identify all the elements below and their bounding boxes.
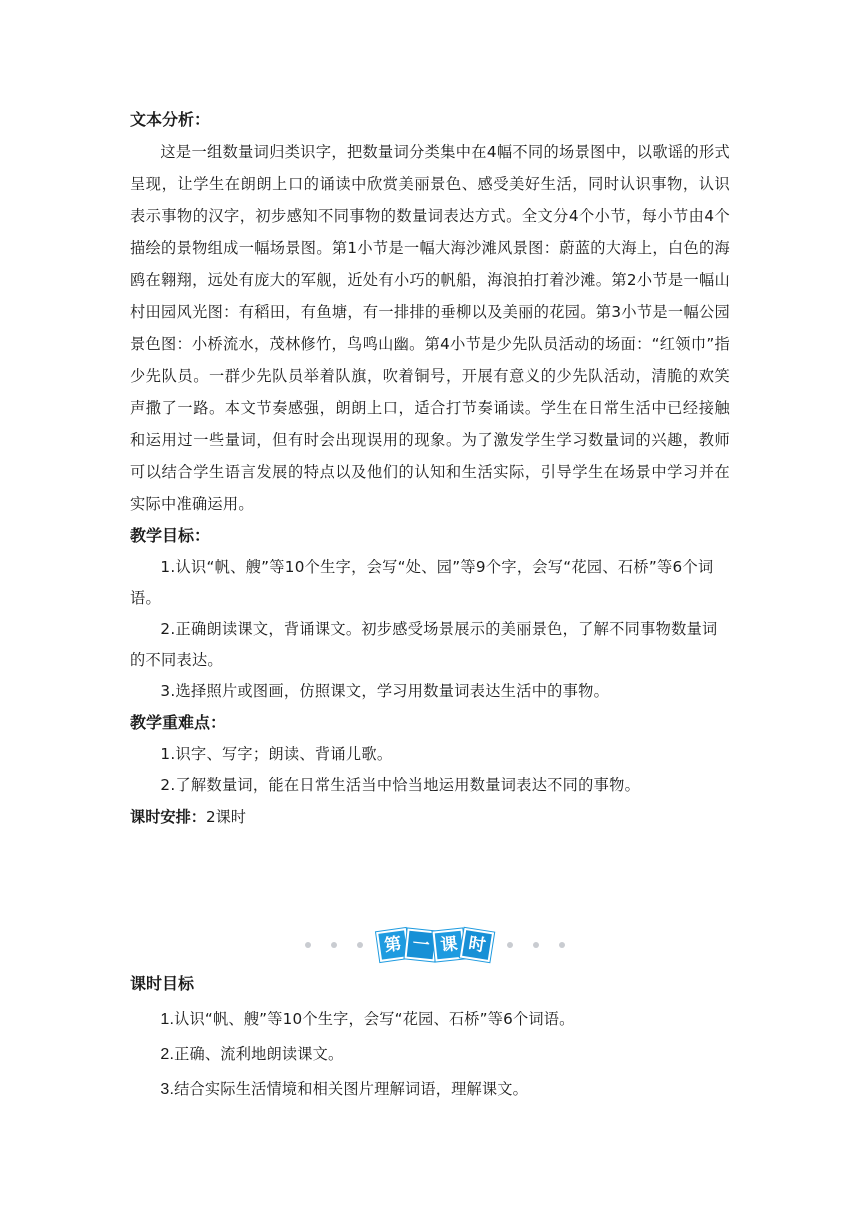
banner-title-tiles [379, 930, 491, 960]
decor-dot-icon [507, 942, 513, 948]
banner-tile: 第 [376, 928, 410, 962]
lesson-goal-text: 结合实际生活情境和相关图片理解词语，理解课文。 [174, 1080, 529, 1098]
schedule-line [130, 801, 730, 833]
lesson-plan-body [130, 104, 730, 833]
schedule-label: 课时安排： [130, 808, 206, 826]
lesson-goals-section [130, 968, 730, 1107]
decor-dot-icon [305, 942, 311, 948]
text-analysis-heading: 文本分析： [130, 110, 211, 129]
teaching-goal-item: 2.正确朗读课文，背诵课文。初步感受场景展示的美丽景色，了解不同事物数量词的不同表达。 [130, 620, 718, 669]
lesson-goal-item [130, 1072, 730, 1107]
decor-dot-icon [533, 942, 539, 948]
decor-dot-icon [331, 942, 337, 948]
key-points-heading: 教学重难点： [130, 713, 227, 732]
key-point-item: 2.了解数量词，能在日常生活当中恰当地运用数量词表达不同的事物。 [160, 776, 641, 794]
key-point-item: 1.识字、写字；朗读、背诵儿歌。 [160, 745, 393, 763]
banner-tile: 时 [460, 928, 494, 962]
decor-dot-icon [559, 942, 565, 948]
banner-tile: 课 [433, 929, 466, 962]
lesson-goal-number: 2. [160, 1046, 175, 1063]
schedule-value: 2课时 [205, 808, 246, 826]
text-analysis-paragraph: 这是一组数量词归类识字，把数量词分类集中在4幅不同的场景图中，以歌谣的形式呈现，让学生在朗朗上口的诵读中欣赏美丽景色、感受美好生活，同时认识事物，认识表示事物的汉字，初步感知不同事物的数量词表达方式。全文分4个小节，每小节由4个描绘的景物组成一幅场景图。第1小节是一幅大海沙滩风景图：蔚蓝的大海上，白色的海鸥在翱翔，远处有庞大的军舰，近处有小巧的帆船，海浪拍打着沙滩。第2小节是一幅山村田园风光图：有稻田，有鱼塘，有一排排的垂柳以及美丽的花园。第3小节是一幅公园景色图：小桥流水，茂林修竹，鸟鸣山幽。第4小节是少先队员活动的场面：“红领巾”指少先队员。一群少先队员举着队旗，吹着铜号，开展有意义的少先队活动，清脆的欢笑声撒了一路。本文节奏感强，朗朗上口，适合打节奏诵读。学生在日常生活中已经接触和运用过一些量词，但有时会出现误用的现象。为了激发学生学习数量词的兴趣，教师可以结合学生语言发展的特点以及他们的认知和生活实际，引导学生在场景中学习并在实际中准确运用。 [130, 143, 730, 513]
lesson-goals-heading: 课时目标 [130, 974, 195, 993]
teaching-goal-item: 1.认识“帆、艘”等10个生字，会写“处、园”等9个字，会写“花园、石桥”等6个词语。 [130, 558, 714, 607]
lesson-goal-number: 3. [160, 1081, 175, 1098]
teaching-goals-heading: 教学目标： [130, 526, 211, 545]
lesson-goal-item [130, 1037, 730, 1072]
decor-dot-icon [357, 942, 363, 948]
banner-tile: 一 [405, 929, 438, 962]
teaching-goal-item: 3.选择照片或图画，仿照课文，学习用数量词表达生活中的事物。 [160, 682, 610, 700]
lesson-goal-text: 正确、流利地朗读课文。 [174, 1045, 344, 1063]
lesson-goal-number: 1. [160, 1011, 175, 1028]
lesson-goal-item [130, 1002, 730, 1037]
lesson-banner [290, 925, 580, 965]
lesson-goal-text: 认识“帆、艘”等10个生字，会写“花园、石桥”等6个词语。 [174, 1010, 575, 1028]
